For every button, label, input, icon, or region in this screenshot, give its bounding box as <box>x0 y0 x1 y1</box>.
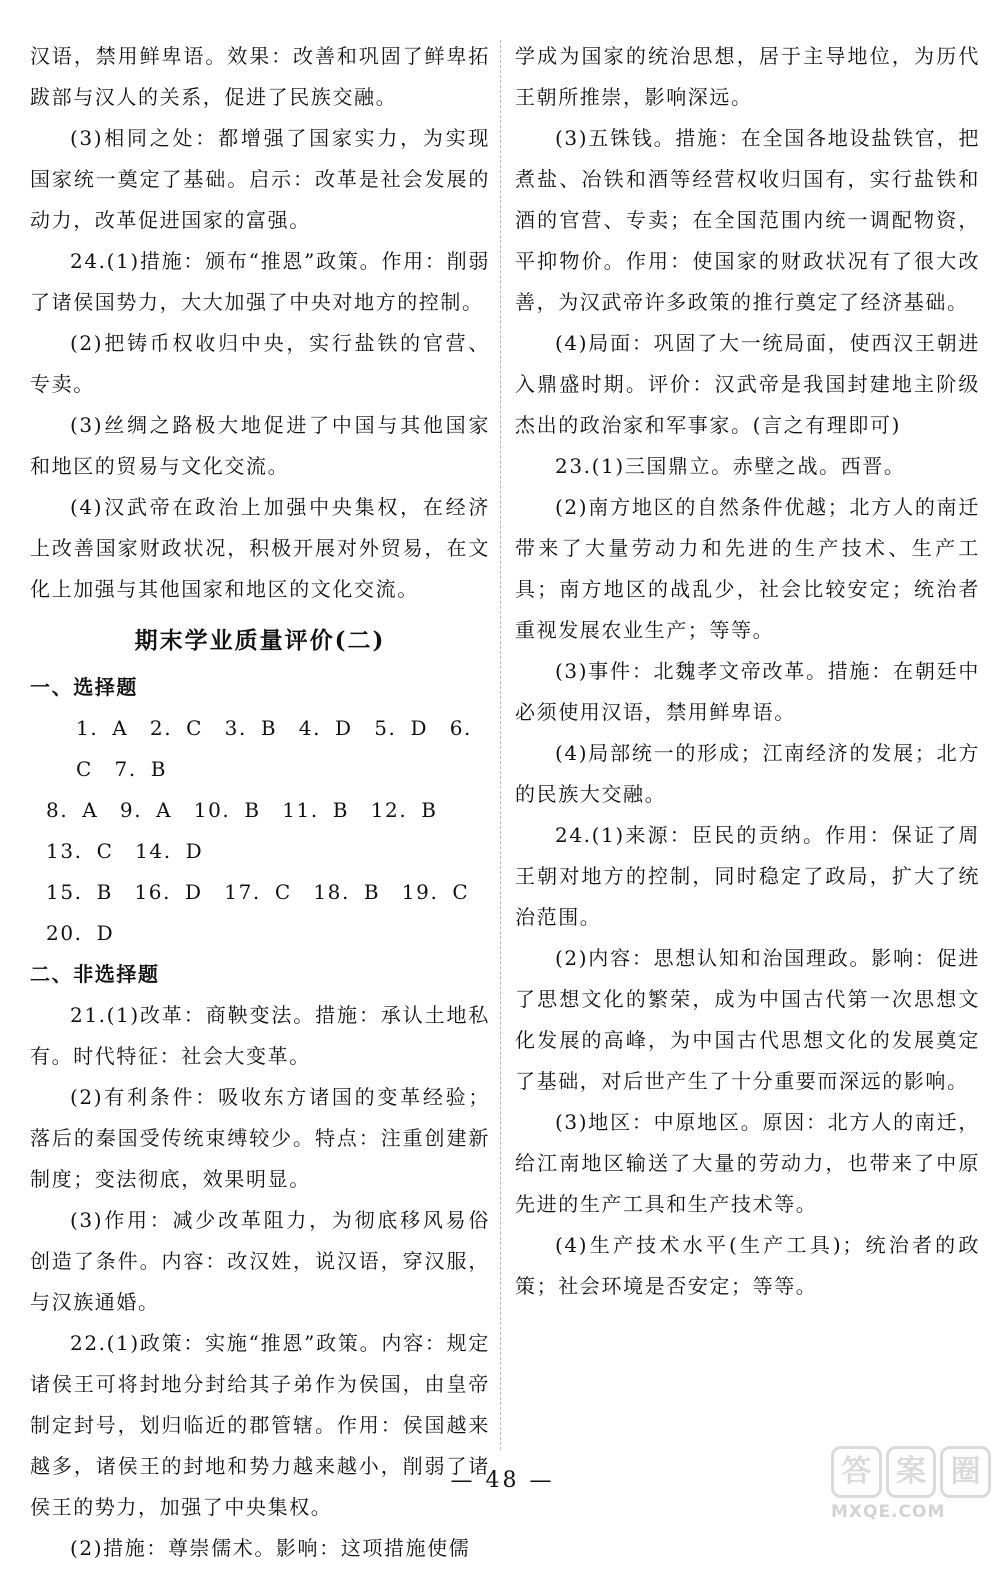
watermark-site: MXQE.COM <box>831 1502 946 1522</box>
answer-paragraph: (3)丝绸之路极大地促进了中国与其他国家和地区的贸易与文化交流。 <box>30 413 490 478</box>
mc-heading: 一、选择题 <box>30 675 138 699</box>
mc-answer-row: 1. A 2. C 3. B 4. D 5. D 6. C 7. B <box>76 716 472 781</box>
answer-paragraph: (2)有利条件：吸收东方诸国的变革经验；落后的秦国受传统束缚较少。特点：注重创建新制度；变法彻底，效果明显。 <box>30 1085 490 1191</box>
column-divider <box>500 40 501 1450</box>
answer-paragraph: (2)把铸币权收归中央，实行盐铁的官营、专卖。 <box>30 331 490 396</box>
answer-paragraph: 22.(1)政策：实施“推恩”政策。内容：规定诸侯王可将封地分封给其子弟作为侯国，由皇帝制定封号，划归临近的郡管辖。作用：侯国越来越多，诸侯王的封地和势力越来越小，削弱了诸侯王的势力，加强了中央集权。 <box>30 1331 490 1519</box>
answer-paragraph: (4)局面：巩固了大一统局面，使西汉王朝进入鼎盛时期。评价：汉武帝是我国封建地主阶级杰出的政治家和军事家。(言之有理即可) <box>515 331 980 437</box>
answer-paragraph: (4)汉武帝在政治上加强中央集权，在经济上改善国家财政状况，积极开展对外贸易，在文化上加强与其他国家和地区的文化交流。 <box>30 495 490 601</box>
answer-paragraph: (3)事件：北魏孝文帝改革。措施：在朝廷中必须使用汉语，禁用鲜卑语。 <box>515 659 980 724</box>
mc-answer-row: 15. B 16. D 17. C 18. B 19. C 20. D <box>46 880 491 945</box>
watermark-logo <box>831 1446 991 1528</box>
answer-paragraph: 21.(1)改革：商鞅变法。措施：承认土地私有。时代特征：社会大变革。 <box>30 1003 490 1068</box>
watermark-char: 案 <box>886 1446 937 1498</box>
answer-paragraph: (4)局部统一的形成；江南经济的发展；北方的民族大交融。 <box>515 741 980 806</box>
right-column <box>515 36 980 1307</box>
watermark-char: 圈 <box>940 1446 991 1498</box>
answer-paragraph: (2)措施：尊崇儒术。影响：这项措施使儒 <box>70 1536 471 1560</box>
mc-answer-row: 8. A 9. A 10. B 11. B 12. B 13. C 14. D <box>46 798 460 863</box>
answer-paragraph: 24.(1)来源：臣民的贡纳。作用：保证了周王朝对地方的控制，同时稳定了政局，扩大了统治范围。 <box>515 823 980 929</box>
answer-paragraph: (3)地区：中原地区。原因：北方人的南迁，给江南地区输送了大量的劳动力，也带来了中原先进的生产工具和生产技术等。 <box>515 1110 980 1216</box>
section-title: 期末学业质量评价(二) <box>134 627 386 654</box>
answer-paragraph: 学成为国家的统治思想，居于主导地位，为历代王朝所推崇，影响深远。 <box>515 44 980 109</box>
answer-paragraph: (3)作用：减少改革阻力，为彻底移风易俗创造了条件。内容：改汉姓，说汉语，穿汉服，与汉族通婚。 <box>30 1208 490 1314</box>
answer-paragraph: 23.(1)三国鼎立。赤壁之战。西晋。 <box>555 454 906 478</box>
answer-paragraph: 24.(1)措施：颁布“推恩”政策。作用：削弱了诸侯国势力，大大加强了中央对地方的控制。 <box>30 249 490 314</box>
answer-paragraph: (2)内容：思想认知和治国理政。影响：促进了思想文化的繁荣，成为中国古代第一次思想文化发展的高峰，为中国古代思想文化的发展奠定了基础，对后世产生了十分重要而深远的影响。 <box>515 946 980 1093</box>
answer-paragraph: 汉语，禁用鲜卑语。效果：改善和巩固了鲜卑拓跋部与汉人的关系，促进了民族交融。 <box>30 44 490 109</box>
answer-paragraph: (4)生产技术水平(生产工具)；统治者的政策；社会环境是否安定；等等。 <box>515 1233 980 1298</box>
left-column <box>30 36 490 1569</box>
answer-paragraph: (3)五铢钱。措施：在全国各地设盐铁官，把煮盐、冶铁和酒等经营权收归国有，实行盐铁和酒的官营、专卖；在全国范围内统一调配物资，平抑物价。作用：使国家的财政状况有了很大改善，为汉武帝许多政策的推行奠定了经济基础。 <box>515 126 980 314</box>
watermark-char: 答 <box>831 1446 882 1498</box>
answer-paragraph: (2)南方地区的自然条件优越；北方人的南迁带来了大量劳动力和先进的生产技术、生产工具；南方地区的战乱少，社会比较安定；统治者重视发展农业生产；等等。 <box>515 495 980 642</box>
page-number: — 48 — <box>450 1468 555 1493</box>
non-mc-heading: 二、非选择题 <box>30 962 160 986</box>
answer-paragraph: (3)相同之处：都增强了国家实力，为实现国家统一奠定了基础。启示：改革是社会发展的动力，改革促进国家的富强。 <box>30 126 490 232</box>
